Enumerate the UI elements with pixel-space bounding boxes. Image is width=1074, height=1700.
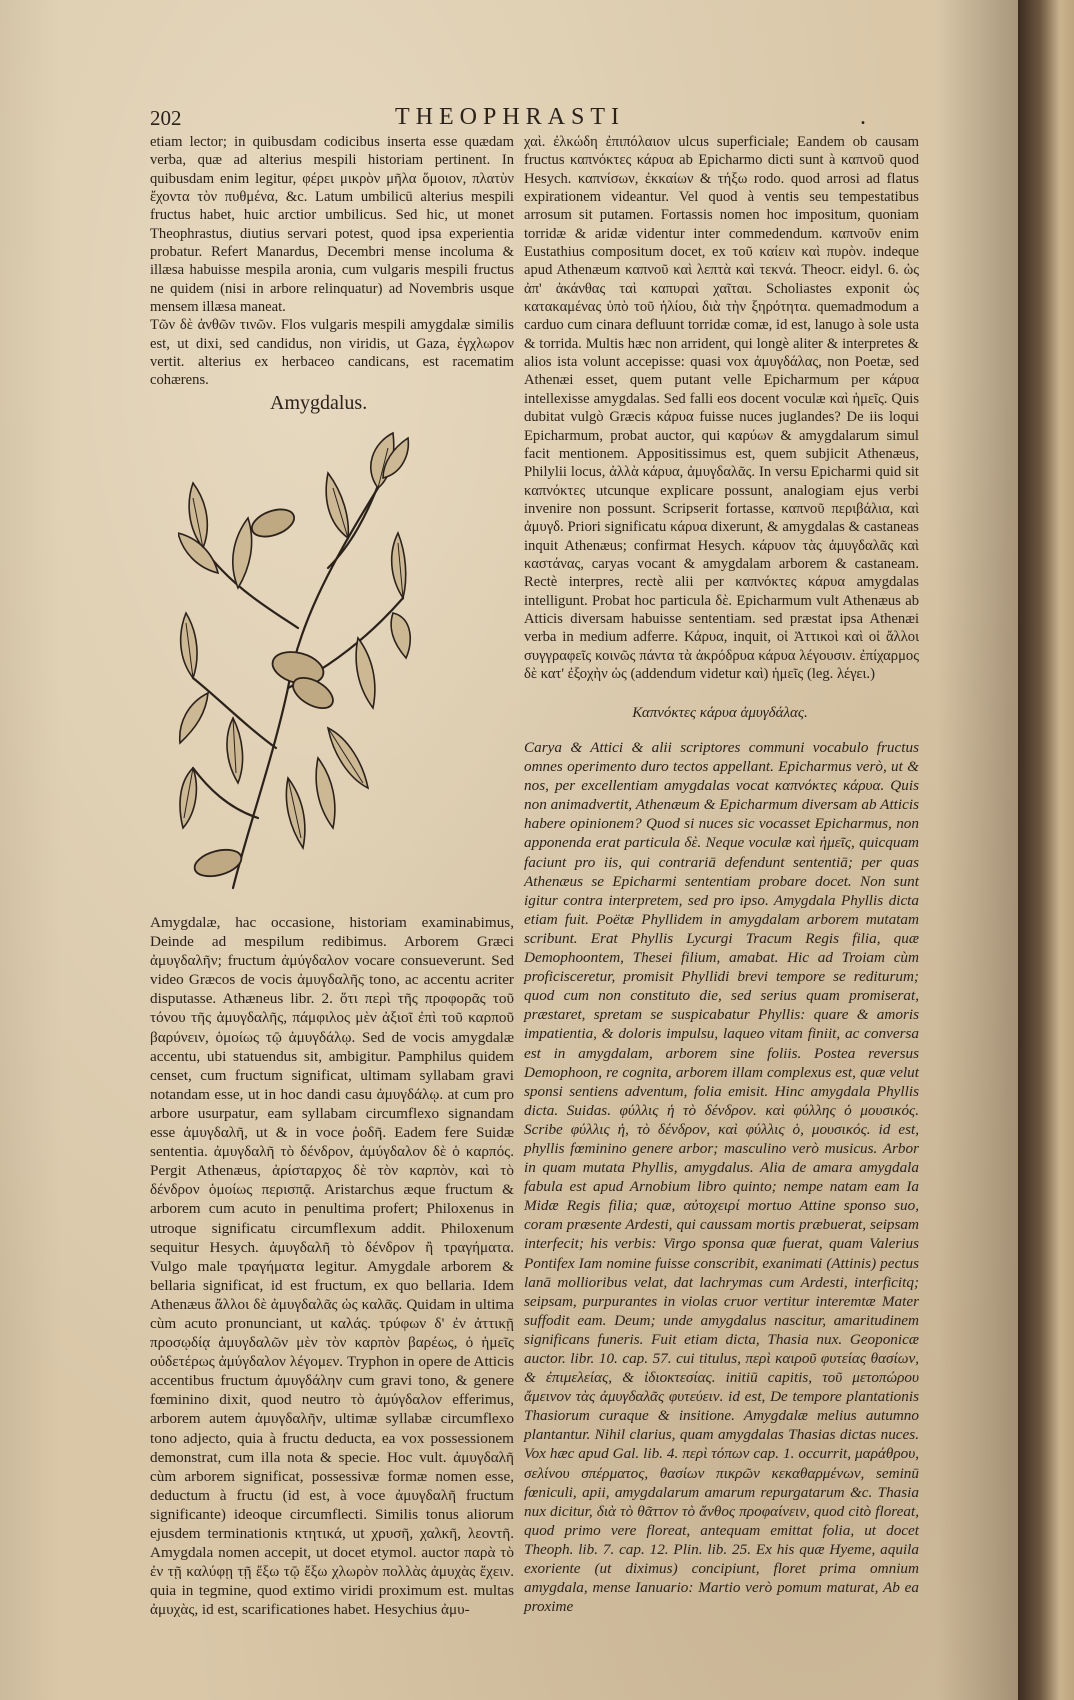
section-heading: Καπνόκτες κάρυα ἀμυγδάλας. [632, 705, 808, 721]
paragraph: Amygdalæ, hac occasione, historiam examinabimus, Deinde ad mespilum redibimus. Arborem Græci ἀμυγδαλῆν; fructum ἀμύγδαλον vocare consueverunt. Sed video Græcos de vocis ἀμυγδαλῆς tono, ac accentu acriter disputasse. Athæneus libr. 2. ὅτι περὶ τῆς προφορᾶς τοῦ τόνου τῆς ἀμυγδαλῆς, πάμφιλος μὲν ἀξιοῖ ἐπὶ τοῦ καρποῦ βαρύνειν, ὁμοίως τῷ ἀμυγδάλῳ. Sed de vocis amygdalæ accentu, ubi statuendus sit, ambigitur. Pamphilus quidem censet, cum fructum significat, ultimam syllabam gravi notandam esse, ut in hoc dandi casu ἀμυγδάλῳ. at cum pro arbore usurpatur, eam syllabam circumflexo signandam esse ἀμυγδαλῆ, ut & in voce ῥοδῆ. Eadem fere Suidæ sententia. ἀμυγδαλῆ τὸ δένδρον, ἀμύγδαλον δὲ ὁ καρπός. Pergit Athenæus, ἀρίσταρχος δὲ τὸν καρπὸν, καὶ τὸ δένδρον ὁμοίως περισπᾷ. Aristarchus æque fructum & arborem cum acuto in penultima profert; Philoxenus in utroque significatu circumflexum addit. Philoxenum sequitur Hesych. ἀμυγδαλῆ τὸ δένδρον ἢ τραγήματα. Vulgo male τραγήματα legitur. Amygdale arborem & bellaria significat, id est fructum, ex quo bellaria. Idem Athenæus ἄλλοι δὲ ἀμυγδαλᾶς ὡς καλᾶς. Quidam in ultima cùm acuto pronunciant, ut καλάς. τρύφων δ' ἐν ἀττικῇ προσῳδίᾳ ἀμυγδαλῶν μὲν τὸν καρπὸν βαρέως, ὁ ἡμεῖς οὐδετέρως ἀμύγδαλον λέγομεν. Tryphon in opere de Atticis accentibus fructum ἀμυγδάλην cum gravi tono, & genere fœminino dixit, quod neutro τὸ ἀμύγδαλον efferimus, arborem autem ἀμυγδαλῆν, ultimæ syllabæ circumflexo tono adjecto, quia à fructu deducta, ea vox possessionem demonstrat, cum illa nota & specie. Hoc vult. ἀμυγδαλῆ cùm arborem significat, possessivæ formæ nomen esse, deductum à fructu (id est, à voce ἀμυγδαλῆ fructum significante) ideoque circumflecti. Similis tonus aliorum ejusdem terminationis κτητικά, ut χρυσῆ, χαλκῆ, λεοντῆ. Amygdala nomen accepit, ut docet etymol. auctor παρὰ τὸ ἐν τῇ καλύφῃ τῇ ἔξω τῷ ἔξω χλωρὸν πολλὰς ἀμυχὰς ἔχειν. quia in tegmine, quod extimo viridi proximum est. multas ἀμυχὰς, id est, scarificationes habet. Hesychius ἀμυ- [150, 914, 514, 1619]
paragraph: etiam lector; in quibusdam codicibus inserta esse quædam verba, quæ ad alterius mespili historiam pertinent. In quibusdam enim legitur, φέρει μικρὸν μῆλα ὅμοιον, πλατὺν ἔχοντα τὸν πυθμένα, &c. Latum umbilicū alterius mespili fructus habet, huic arctior umbilicus. Sed hic, ut monet Theophrastus, diutius servari potest, quod ipsa experientia probatur. Refert Manardus, Decembri mense incoluma & illæsa habuisse mespila aronia, cum vulgaris mespili fructus ne quidem (nisi in arbore relinquatur) ad Novembris usque mensem illæsa maneat. [150, 134, 514, 316]
left-column-top [150, 133, 514, 390]
left-column-bottom [150, 913, 514, 1619]
paragraph: Τῶν δὲ ἀνθῶν τινῶν. Flos vulgaris mespili amygdalæ similis est, ut dixi, sed candidus, non viridis, ut Gaza, ἐγχλωρον vertit. alterius ex herbaceo candicans, est racematim cohærens. [150, 317, 514, 389]
running-title: THEOPHRASTI [395, 104, 626, 130]
page-header [150, 106, 920, 136]
figure-caption: Amygdalus. [270, 392, 368, 414]
right-column-bottom [524, 738, 919, 1616]
almond-branch-woodcut-icon [178, 428, 413, 898]
title-dot: . [860, 104, 866, 130]
paragraph: Carya & Attici & alii scriptores communi vocabulo fructus omnes operimento duro tectos appellant. Epicharmus verò, ut & nos, per excellentiam amygdalas vocat καπνόκτες κάρυα. Quis non animadvertit, Athenæum & Epicharmum diversam ab Atticis habere opinionem? Quod si nuces sic vocasset Epicharmus, non apponenda erat particula δὲ. Neque voculæ καὶ ἡμεῖς, quicquam faciunt pro iis, qui contrariā defendunt sententiā; per quas Athenæus se Epicharmi sententiam probare docet. Non sunt igitur contra interpretem, sed pro ipso. Amygdala Phyllis dicta etiam fuit. Poëtæ Phyllidem in amygdalam arborem mutatam scribunt. Erat Phyllis Lycurgi Tracum Regis filia, quæ Demophoontem, Thesei filium, amabat. Hic ad Troiam cùm proficisceretur, promisit Phyllidi brevi tempore se rediturum; quod cum non constituto die, sed serius quam promiserat, præstaret, spretam se suspicabatur Phyllis: quare & amoris impatientia, & doloris impulsu, laqueo vitam finiit, ac conversa est in amygdalam, arborem sine foliis. Postea reversus Demophoon, re cognita, arborem illam complexus est, quæ velut sponsi sentiens adventum, folia emisit. Hinc amygdala Phyllis dicta. Suidas. φύλλις ἡ τὸ δένδρον. καὶ φύλλης ὁ μουσικός. Scribe φύλλις ἡ, τὸ δένδρον, καὶ φύλλις ὁ, μουσικός. id est, phyllis fœminino genere arbor; masculino verò musicus. Arbor in quam mutata Phyllis, amygdalus. Alia de amara amygdala fabula est apud Arnobium libro quinto; nempe natam eam Ia Midæ Regis filia; quæ, αὐτοχειρί mortuo Attine sponso suo, coram præsente Ardesti, qui caussam mortis præbuerat, seipsam interfecit; his verbis: Virgo sponsa quæ fuerat, quam Valerius Pontifex Iam nomine fuisse conscribit, exanimati (Attinis) pectus lanā mollioribus velat, dat lachrymas cum Ardesti, interficitq; seipsam, purpurantes in violas cruor vertitur interemtæ Mater suffodit eam. Deum; unde amygdalus nascitur, amaritudinem significans funeris. Fuit etiam dicta, Thasia nux. Geoponicæ auctor. libr. 10. cap. 57. cui titulus, περὶ καιροῦ φυτείας θασίων, & ἐπιμελείας, & ἰδιοκτεσίας. initiū capitis, τοῦ μετοπώρου ἄμεινον τὰς ἀμυγδαλᾶς φυτεύειν. id est, De tempore plantationis Thasiorum curaque & insitione. Amygdalæ melius autumno plantantur. Nihil clarius, quam amygdalas Thasias dictas nuces. Vox hæc apud Gal. lib. 4. περὶ τόπων cap. 1. occurrit, μαράθρου, σελίνου σπέρματος, θασίων πικρῶν κεκαθαρμένων, seminū fœniculi, apii, amygdalarum amarum repurgatarum &c. Thasia nux dicitur, διὰ τὸ θᾶττον τὸ ἄνθος προφαίνειν, quod citò floreat, quod primo vere floreat, antequam emittat folia, ut docet Theoph. lib. 7. cap. 12. Plin. lib. 25. Ex his quæ Hyeme, aquila exoriente (ut diximus) concipiunt, floret prima omnium amygdala, mense Ianuario: Martio verò pomum maturat, Ab ea proxime [524, 739, 919, 1616]
paragraph: χαὶ. ἐλκώδη ἐπιπόλαιον ulcus superficiale; Eandem ob causam fructus καπνόκτες κάρυα ab Epicharmo dicti sunt à καπνοῦ quod Hesych. καπνίσων, ἐκκαίων & τήξω rodo. quod arrosi ad flatus expirationem videantur. Vel quod à ventis seu tempestatibus arrosum sit putamen. Fortassis nomen hoc impositum, quoniam torridæ & aridæ videntur inter commedendum. καπνοῦν enim Eustathius compositum docet, ex τοῦ καίειν καὶ πυρὸν. indeque apud Athenæum καπνοῦ καὶ λεπτὰ καὶ τεκνά. Theocr. eidyl. 6. ὡς ἀπ' ἀκάνθας ταὶ καπυραὶ χαῖται. Scholiastes exponit ὡς κατακαμένας ὑπὸ τοῦ ἡλίου, διὰ τὴν ξηρότητα. quemadmodum a carduo cum cinara defluunt torridæ comæ, id est, lanugo à sole usta & torrida. Multis hæc non arrident, qui longè aliter & interpretes & alios ista volunt accepisse: quasi vox ἀμυγδάλας, non Poetæ, sed Athenæi esset, quem putant velle Epicharmum per κάρυα intellexisse amygdalas. Sed falli eos docent voculæ καὶ ἡμεῖς. Quis dubitat vulgò Græcis κάρυα fuisse nuces juglandes? De iis loqui Epicharmum, probat auctor, qui καρύων & amygdalarum simul facit mentionem. Appositissimus est, quem subjicit Athenæus, Philylii locus, ἀλλὰ κάρυα, ἀμυγδαλᾶς. In versu Epicharmi quid sit καπνόκτες utcunque explicare possunt, analogiam ejus verbi invenire non possunt. Scripserit fortasse, καπνοῦ περιβάλια, καὶ ἀμυγδ. Priori significatu κάρυα dixerunt, & amygdalas & castaneas inquit Athenæus; confirmat Hesych. κάρυον τὰς ἀμυγδαλᾶς καὶ καστάνας, caryas vocant & amygdalam arborem & castaneam. Rectè interpres, rectè alii per καπνόκτες κάρυα amygdalas intelligunt. Probat hoc particula δὲ. Epicharmum vult Athenæus ab Atticis diversam habuisse sententiam. sed præstat ipsa Athenæi verba in medium adferre. Κάρυα, inquit, οἱ Ἀττικοὶ καὶ οἱ ἄλλοι συγγραφεῖς κοινῶς πάντα τὰ ἀκρόδρυα κάρυα λέγουσιν. ἐπίχαρμος δὲ κατ' ἐξοχὴν ὡς (addendum videtur καὶ) ἡμεῖς (leg. λέγει.) [524, 134, 919, 682]
book-gutter [1018, 0, 1074, 1700]
page-number: 202 [150, 106, 182, 130]
right-column-top [524, 133, 919, 683]
